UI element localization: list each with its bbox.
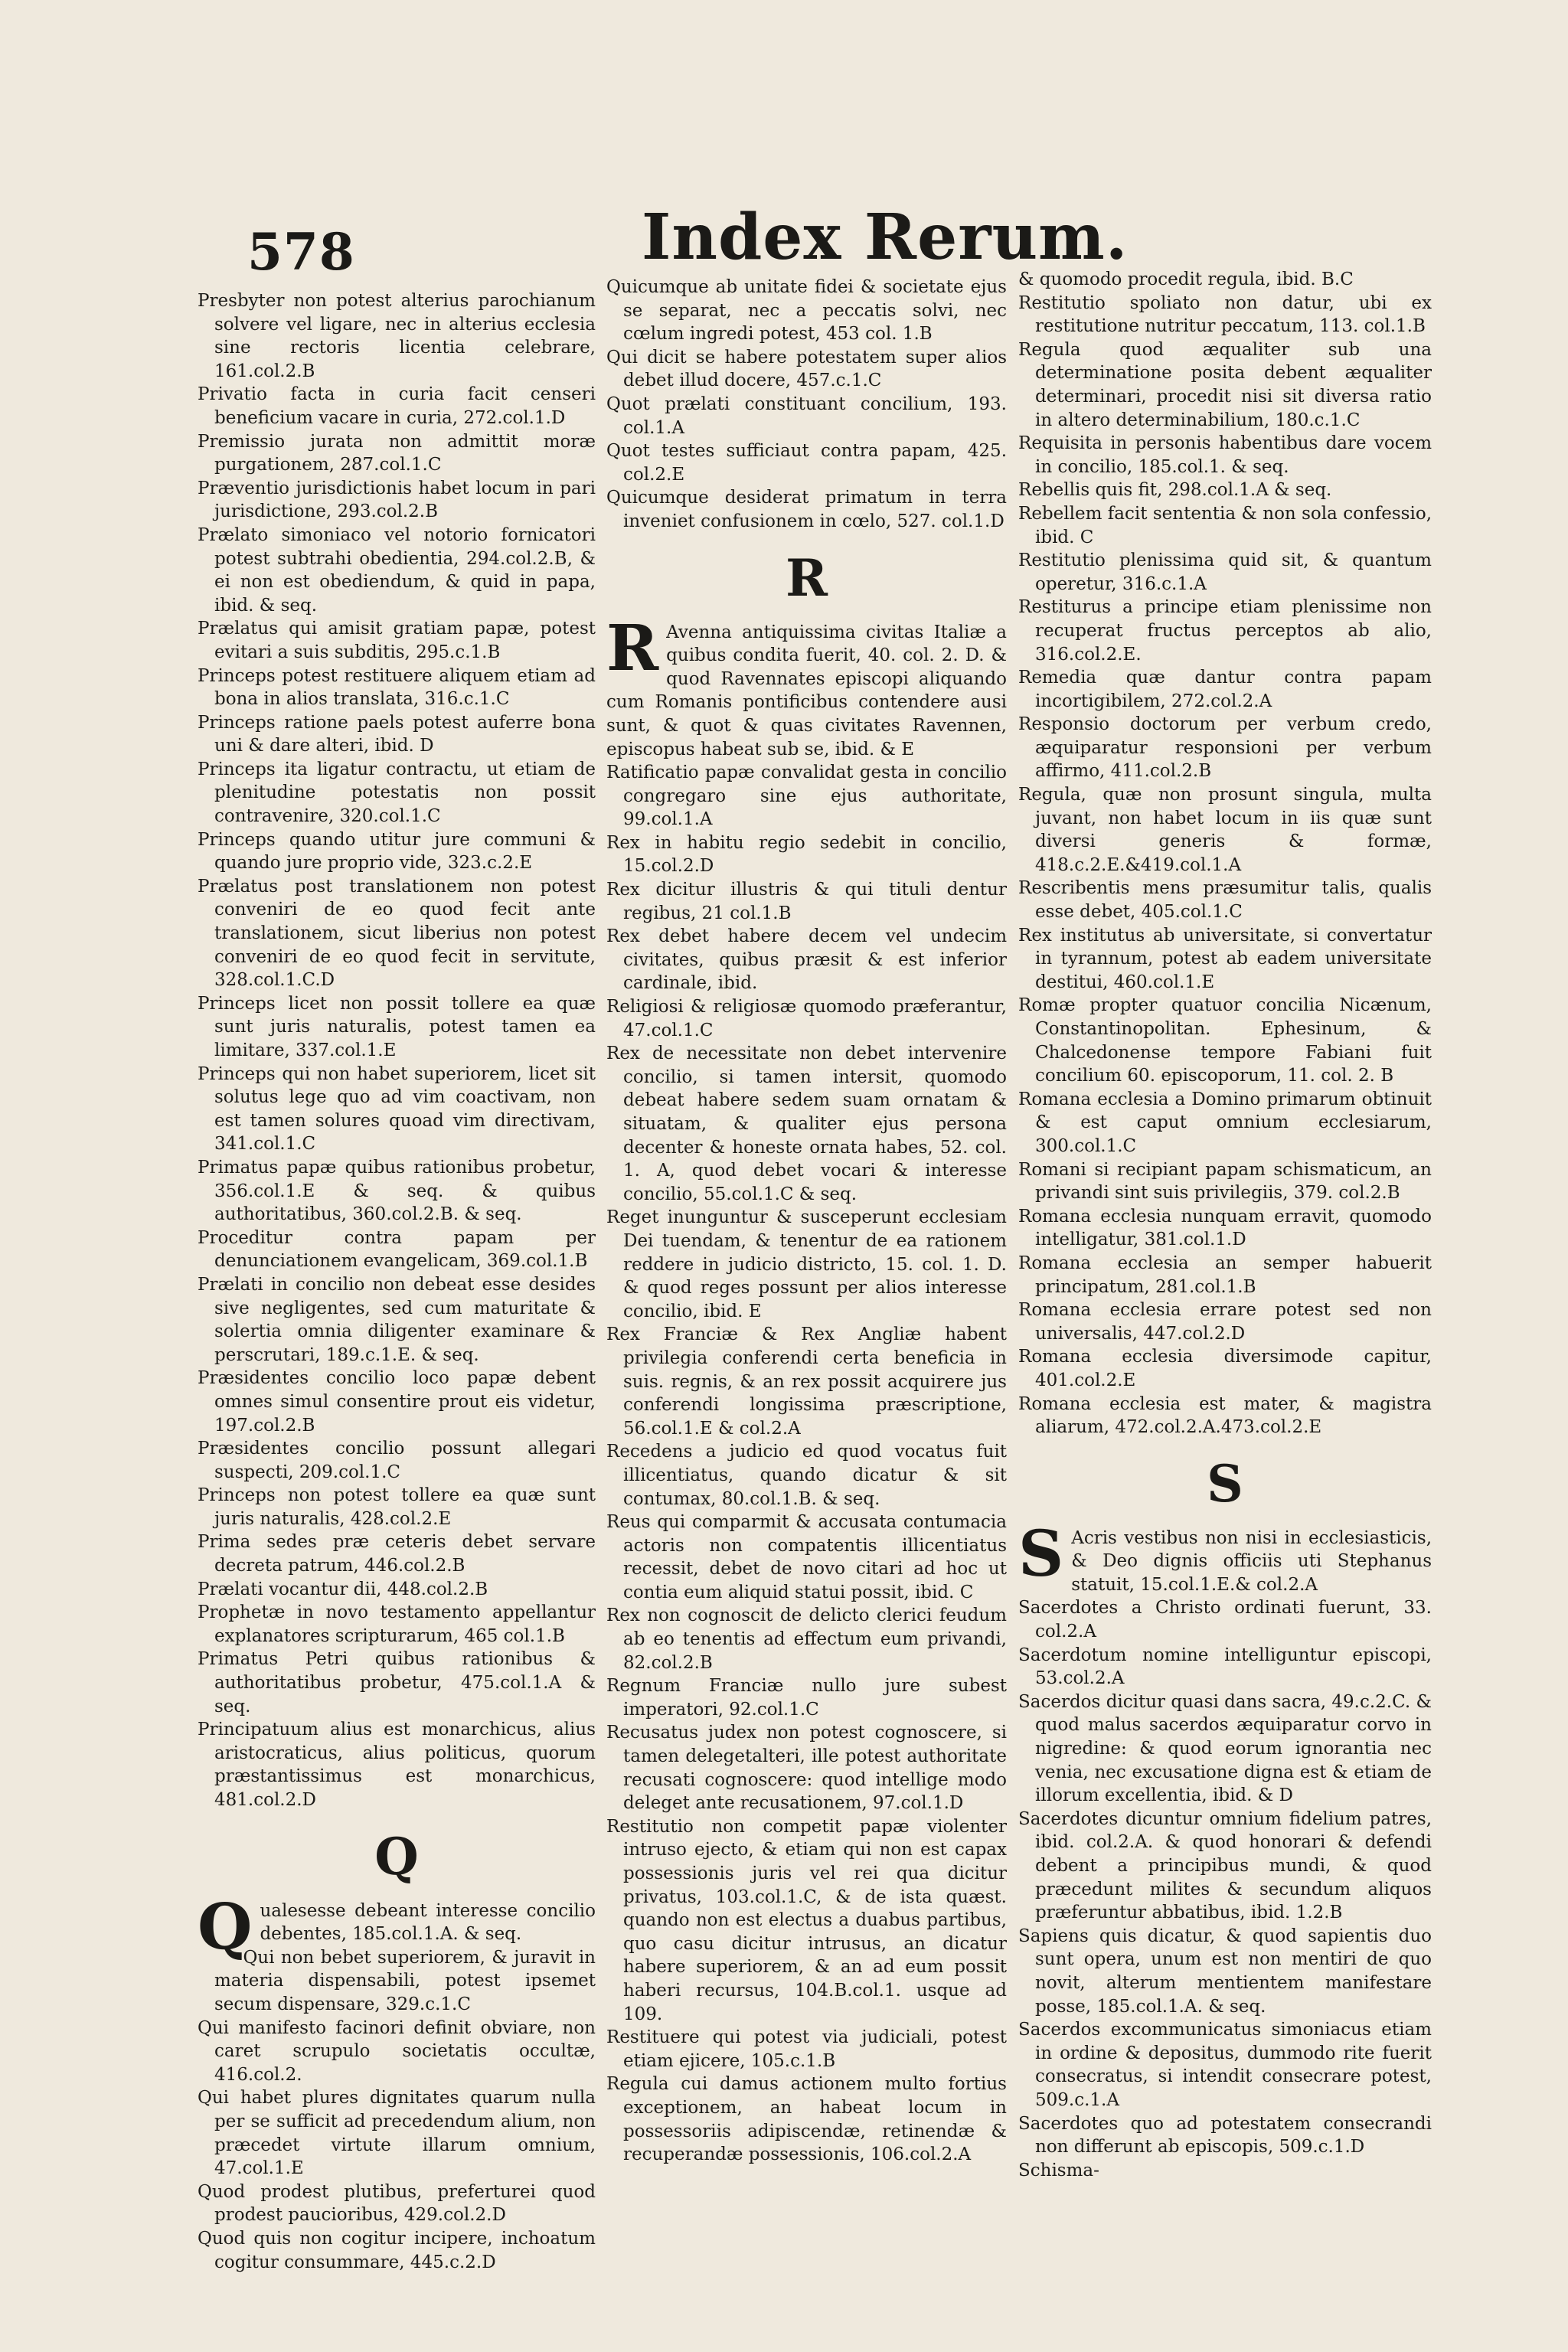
index-entry: Sacerdos excommunicatus simoniacus etiam in ordine & depositus, dummodo rite fuerit consecratus, si intendit consecrare potest, 509.c.1.A [1018,2020,1432,2110]
index-entry: Premissio jurata non admittit moræ purgationem, 287.col.1.C [198,431,596,475]
index-entry: Romana ecclesia errare potest sed non universalis, 447.col.2.D [1018,1300,1432,1344]
index-entry: Presbyter non potest alterius parochianum solvere vel ligare, nec in alterius ecclesia sine rectoris licentia celebrare, 161.col.2.B [198,291,596,381]
index-entry: Princeps ratione paels potest auferre bona uni & dare alteri, ibid. D [198,712,596,756]
dropcap-entry-q [198,1890,596,1964]
index-entry: Responsio doctorum per verbum credo, æquiparatur responsioni per verbum affirmo, 411.col.2.B [1018,714,1432,782]
entry-text: Avenna antiquissima civitas Italiæ a quibus condita fuerit, 40. col. 2. D. & quod Ravennates episcopi aliquando cum Romanis pontificibus contendere ausi sunt, & quot & quas civitates Ravennen, episcopus habeat sub se, ibid. & E [606,622,1007,760]
index-entry: Privatio facta in curia facit censeri beneficium vacare in curia, 272.col.1.D [198,384,596,428]
index-entry: Rebellem facit sententia & non sola confessio, ibid. C [1018,503,1432,547]
index-entry: Requisita in personis habentibus dare vocem in concilio, 185.col.1. & seq. [1018,433,1432,477]
page-number: 578 [247,222,355,282]
index-entry: Quicumque ab unitate fidei & societate ejus se separat, nec a peccatis solvi, nec cœlum ingredi potest, 453 col. 1.B [606,277,1007,345]
index-entry: Ratificatio papæ convalidat gesta in concilio congregaro sine ejus authoritate, 99.col.1.A [606,763,1007,830]
index-entry: Regula cui damus actionem multo fortius exceptionem, an habeat locum in possessoriis adipiscendæ, retinendæ & recuperandæ possessionis, 106.col.2.A [606,2074,1007,2165]
page-title: Index Rerum. [642,201,1129,274]
entry-list-s [1018,1596,1432,2182]
index-entry: Rex debet habere decem vel undecim civitates, quibus præsit & est inferior cardinale, ibid. [606,926,1007,994]
index-entry: & quomodo procedit regula, ibid. B.C [1018,270,1354,289]
index-entry: Prophetæ in novo testamento appellantur explanatores scripturarum, 465 col.1.B [198,1602,596,1646]
index-entry: Remedia quæ dantur contra papam incortigibilem, 272.col.2.A [1018,668,1432,711]
index-entry: Sacerdotes dicuntur omnium fidelium patres, ibid. col.2.A. & quod honorari & defendi debent a principibus mundi, & quod præcedunt milites & secundum aliquos præferuntur abbatibus, ibid. 1.2.B [1018,1808,1432,1923]
entry-list-q-cont [606,276,1007,534]
index-entry: Regula, quæ non prosunt singula, multa juvant, non habet locum in iis quæ sunt diversi generis & formæ, 418.c.2.E.&419.col.1.A [1018,785,1432,875]
index-entry: Rebellis quis fit, 298.col.1.A & seq. [1018,480,1332,501]
index-entry: Romana ecclesia diversimode capitur, 401.col.2.E [1018,1347,1432,1390]
index-entry: Proceditur contra papam per denunciationem evangelicam, 369.col.1.B [198,1227,596,1272]
index-entry: Romana ecclesia nunquam erravit, quomodo intelligatur, 381.col.1.D [1018,1206,1432,1250]
index-entry: Regula quod æqualiter sub una determinatione posita debent æqualiter determinari, procedit nisi sit diversa ratio in altero determinabilium, 180.c.1.C [1018,339,1432,430]
entry-list-p [198,289,596,1812]
index-entry: Restituere qui potest via judiciali, potest etiam ejicere, 105.c.1.B [606,2027,1007,2071]
index-entry: Sacerdos dicitur quasi dans sacra, 49.c.2.C. & quod malus sacerdos æquiparatur corvo in nigredine: & quod eorum ignorantia nec venia, nec excusatione digna est & etiam de illorum excellentia, ibid. & D [1018,1691,1432,1806]
section-letter-q: Q [374,1826,419,1886]
index-entry: Prælatus post translationem non potest conveniri de eo quod fecit ante translationem, sicut liberius non potest conveniri de eo quod fecit in servitute, 328.col.1.C.D [198,876,596,991]
index-entry: Regnum Franciæ nullo jure subest imperatori, 92.col.1.C [606,1676,1007,1720]
dropcap-entry-r [606,611,1007,762]
index-entry: Quod prodest plutibus, preferturei quod prodest paucioribus, 429.col.2.D [198,2181,596,2226]
index-entry: Sacerdotes quo ad potestatem consecrandi non differunt ab episcopis, 509.c.1.D [1018,2113,1432,2158]
index-entry: Quot prælati constituant concilium, 193. col.1.A [606,394,1007,438]
index-entry: Rex Franciæ & Rex Angliæ habent privilegia conferendi certa beneficia in suis. regnis, & an rex possit acquirere jus conferendi longissima præscriptione, 56.col.1.E & col.2.A [606,1325,1007,1439]
index-entry: Prælati in concilio non debeat esse desides sive negligentes, sed cum maturitate & solertia omnia diligenter examinare & perscrutari, 189.c.1.E. & seq. [198,1274,596,1365]
index-entry: Rex de necessitate non debet intervenire concilio, si tamen intersit, quomodo debeat habere sedem suam ornatam & situatam, & qualiter ejus persona decenter & honeste ornata habes, 52. col. 1. A, quod debet vocari & interesse concilio, 55.col.1.C & seq. [606,1044,1007,1204]
index-entry: Religiosi & religiosæ quomodo præferantur, 47.col.1.C [606,997,1007,1040]
index-entry: Romana ecclesia est mater, & magistra aliarum, 472.col.2.A.473.col.2.E [1018,1393,1432,1438]
index-entry: Rex dicitur illustris & qui tituli dentur regibus, 21 col.1.B [606,880,1007,923]
index-entry: Præsidentes concilio possunt allegari suspecti, 209.col.1.C [198,1439,596,1482]
index-entry: Quicumque desiderat primatum in terra inveniet confusionem in cœlo, 527. col.1.D [606,488,1007,531]
index-entry: Restitutio spoliato non datur, ubi ex restitutione nutritur peccatum, 113. col.1.B [1018,292,1432,337]
entry-list-r-cont [1018,268,1432,1439]
index-entry: Principatuum alius est monarchicus, alius aristocraticus, alius politicus, quorum præstantissimus est monarchicus, 481.col.2.D [198,1720,596,1810]
index-entry: Qui manifesto facinori definit obviare, non caret scrupulo societatis occultæ, 416.col.2. [198,2017,596,2085]
dropcap-q: Q [198,1890,253,1964]
index-entry: Qui dicit se habere potestatem super alios debet illud docere, 457.c.1.C [606,347,1007,391]
section-letter-r: R [786,547,828,608]
index-entry: Quod quis non cogitur incipere, inchoatum cogitur consummare, 445.c.2.D [198,2228,596,2272]
index-entry: Prælati vocantur dii, 448.col.2.B [198,1579,488,1599]
index-entry: Rex in habitu regio sedebit in concilio, 15.col.2.D [606,832,1007,877]
index-entry: Recusatus judex non potest cognoscere, si tamen delegetalteri, ille potest authoritate recusati cognoscere: quod intellige modo deleget ante recusationem, 97.col.1.D [606,1723,1007,1814]
index-entry: Prima sedes præ ceteris debet servare decreta patrum, 446.col.2.B [198,1532,596,1576]
index-entry: Rex institutus ab universitate, si convertatur in tyrannum, potest ab eadem universitate destitui, 460.col.1.E [1018,925,1432,992]
index-entry: Prælatus qui amisit gratiam papæ, potest evitari a suis subditis, 295.c.1.B [198,619,596,662]
index-entry: Romana ecclesia an semper habuerit principatum, 281.col.1.B [1018,1253,1432,1297]
index-entry: Princeps quando utitur jure communi & quando jure proprio vide, 323.c.2.E [198,829,596,874]
index-entry: Restitutio plenissima quid sit, & quantum operetur, 316.c.1.A [1018,550,1432,594]
index-entry: Schisma- [1018,2160,1099,2180]
index-entry: Prælato simoniaco vel notorio fornicatori potest subtrahi obedientia, 294.col.2.B, & ei non est obediendum, & quid in papa, ibid. & seq. [198,524,596,616]
index-entry: Sapiens quis dicatur, & quod sapientis duo sunt opera, unum est non mentiri de quo novit, alterum mentientem manifestare posse, 185.col.1.A. & seq. [1018,1926,1432,2017]
index-entry: Sacerdotes a Christo ordinati fuerunt, 33. col.2.A [1018,1598,1432,1642]
index-entry: Sacerdotum nomine intelliguntur episcopi, 53.col.2.A [1018,1645,1432,1689]
index-entry: Rex non cognoscit de delicto clerici feudum ab eo tenentis ad effectum eum privandi, 82.col.2.B [606,1606,1007,1673]
index-entry: Princeps non potest tollere ea quæ sunt juris naturalis, 428.col.2.E [198,1485,596,1529]
dropcap-entry-s [1018,1517,1432,1597]
section-letter-s: S [1207,1453,1243,1514]
index-entry: Restiturus a principe etiam plenissime non recuperat fructus perceptos ab alio, 316.col.2.E. [1018,597,1432,665]
entry-text: Acris vestibus non nisi in ecclesiasticis, & Deo dignis officiis uti Stephanus statuit, 15.col.1.E.& col.2.A [1071,1527,1432,1595]
index-entry: Restitutio non competit papæ violenter intruso ejecto, & etiam qui non est capax possessionis juris vel rei qua dicitur privatus, 103.col.1.C, & de ista quæst. quando non est electus a duabus partibus, quo casu dicitur intrusus, an dicatur habere superiorem, & an ad eum possit haberi recursus, 104.B.col.1. usque ad 109. [606,1816,1007,2024]
index-entry: Rescribentis mens præsumitur talis, qualis esse debet, 405.col.1.C [1018,878,1432,923]
index-entry: Reget inunguntur & susceperunt ecclesiam Dei tuendam, & tenentur de ea rationem reddere in judicio districto, 15. col. 1. D. & quod reges possunt per alios interesse concilio, ibid. E [606,1207,1007,1321]
dropcap-s: S [1018,1517,1064,1591]
index-entry: Princeps potest restituere aliquem etiam ad bona in alios translata, 316.c.1.C [198,665,596,710]
column-3 [1018,268,1432,2182]
index-entry: Romana ecclesia a Domino primarum obtinuit & est caput omnium ecclesiarum, 300.col.1.C [1018,1089,1432,1156]
entry-list-q [198,1946,596,2274]
index-entry: Primatus papæ quibus rationibus probetur, 356.col.1.E & seq. & quibus authoritatibus, 360.col.2.B. & seq. [198,1157,596,1225]
index-entry: Romæ propter quatuor concilia Nicænum, Constantinopolitan. Ephesinum, & Chalcedonense tempore Fabiani fuit concilium 60. episcoporum, 11. col. 2. B [1018,995,1432,1086]
index-entry: Romani si recipiant papam schismaticum, an privandi sint suis privilegiis, 379. col.2.B [1018,1159,1432,1204]
index-entry: Princeps ita ligatur contractu, ut etiam de plenitudine potestatis non possit contravenire, 320.col.1.C [198,759,596,827]
index-entry: Qui non bebet superiorem, & juravit in materia dispensabili, potest ipsemet secum dispensare, 329.c.1.C [214,1947,596,2014]
index-entry: Primatus Petri quibus rationibus & authoritatibus probetur, 475.col.1.A & seq. [198,1649,596,1717]
index-entry: Recedens a judicio ed quod vocatus fuit illicentiatus, quando dicatur & sit contumax, 80.col.1.B. & seq. [606,1442,1007,1509]
index-entry: Præventio jurisdictionis habet locum in pari jurisdictione, 293.col.2.B [198,478,596,522]
dropcap-r: R [606,611,659,685]
index-entry: Præsidentes concilio loco papæ debent omnes simul consentire prout eis videtur, 197.col.2.B [198,1368,596,1436]
index-entry: Reus qui comparmit & accusata contumacia actoris non compatentis illicentiatus recessit, debet de novo citari ad hoc ut contia eum aliquid statui possit, ibid. C [606,1512,1007,1602]
index-entry: Quot testes sufficiaut contra papam, 425. col.2.E [606,441,1007,485]
index-entry: Qui habet plures dignitates quarum nulla per se sufficit ad precedendum alium, non præcedet virtute illarum omnium, 47.col.1.E [198,2088,596,2179]
index-entry: Princeps qui non habet superiorem, licet sit solutus lege quo ad vim coactivam, non est tamen solures quoad vim directivam, 341.col.1.C [198,1063,596,1155]
column-2 [606,276,1007,2167]
entry-list-r [606,761,1007,2167]
column-1 [198,289,596,2274]
index-entry: Princeps licet non possit tollere ea quæ sunt juris naturalis, potest tamen ea limitare, 337.col.1.E [198,993,596,1060]
entry-text: ualesesse debeant interesse concilio debentes, 185.col.1.A. & seq. [260,1900,596,1945]
